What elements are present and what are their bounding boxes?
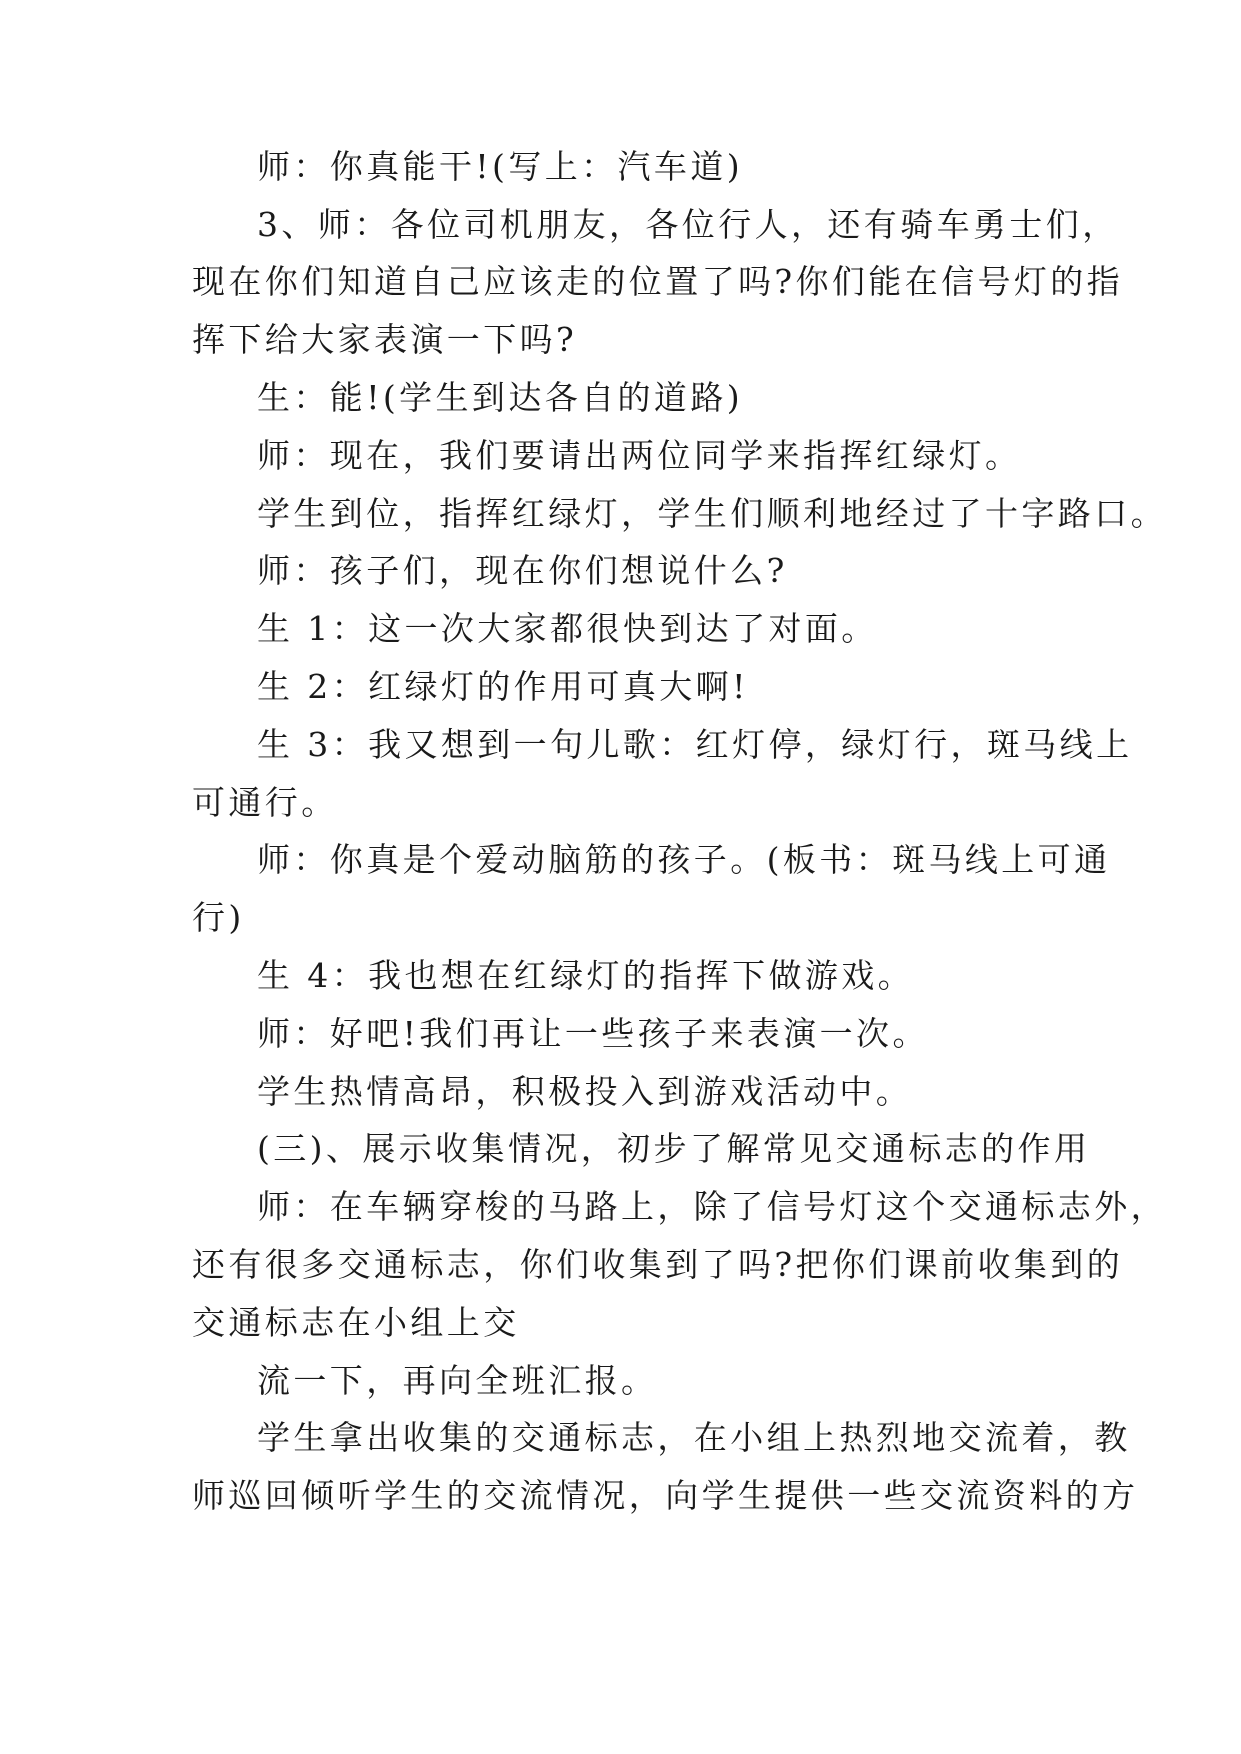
- paragraph-line: 3、师：各位司机朋友，各位行人，还有骑车勇士们，: [257, 205, 1119, 244]
- paragraph-line: 学生热情高昂，积极投入到游戏活动中。: [257, 1072, 913, 1111]
- paragraph-line: 师巡回倾听学生的交流情况，向学生提供一些交流资料的方: [192, 1476, 1139, 1515]
- paragraph-line: 生 1：这一次大家都很快到达了对面。: [257, 609, 878, 648]
- paragraph-line: 师：你真是个爱动脑筋的孩子。(板书：斑马线上可通: [257, 840, 1111, 879]
- paragraph-line: 现在你们知道自己应该走的位置了吗?你们能在信号灯的指: [192, 262, 1124, 301]
- paragraph-line: 师：孩子们，现在你们想说什么?: [257, 551, 788, 590]
- paragraph-line: 学生拿出收集的交通标志，在小组上热烈地交流着，教: [257, 1418, 1131, 1457]
- paragraph-line: 师：你真能干!(写上：汽车道): [257, 147, 744, 186]
- paragraph-line: 流一下，再向全班汇报。: [257, 1361, 658, 1400]
- paragraph-line: 生 4：我也想在红绿灯的指挥下做游戏。: [257, 956, 915, 995]
- paragraph-line: 交通标志在小组上交: [192, 1303, 520, 1342]
- paragraph-line: 生 3：我又想到一句儿歌：红灯停，绿灯行，斑马线上: [257, 725, 1133, 764]
- paragraph-line: 挥下给大家表演一下吗?: [192, 320, 578, 359]
- paragraph-line: 生：能!(学生到达各自的道路): [257, 378, 744, 417]
- section-heading: (三)、展示收集情况，初步了解常见交通标志的作用: [257, 1129, 1091, 1168]
- paragraph-line: 师：好吧!我们再让一些孩子来表演一次。: [257, 1014, 929, 1053]
- paragraph-line: 还有很多交通标志，你们收集到了吗?把你们课前收集到的: [192, 1245, 1124, 1284]
- paragraph-line: 生 2：红绿灯的作用可真大啊!: [257, 667, 749, 706]
- paragraph-line: 师：在车辆穿梭的马路上，除了信号灯这个交通标志外，: [257, 1187, 1167, 1226]
- paragraph-line: 学生到位，指挥红绿灯，学生们顺利地经过了十字路口。: [257, 494, 1167, 533]
- paragraph-line: 行): [192, 898, 245, 937]
- paragraph-line: 可通行。: [192, 783, 338, 822]
- paragraph-line: 师：现在，我们要请出两位同学来指挥红绿灯。: [257, 436, 1022, 475]
